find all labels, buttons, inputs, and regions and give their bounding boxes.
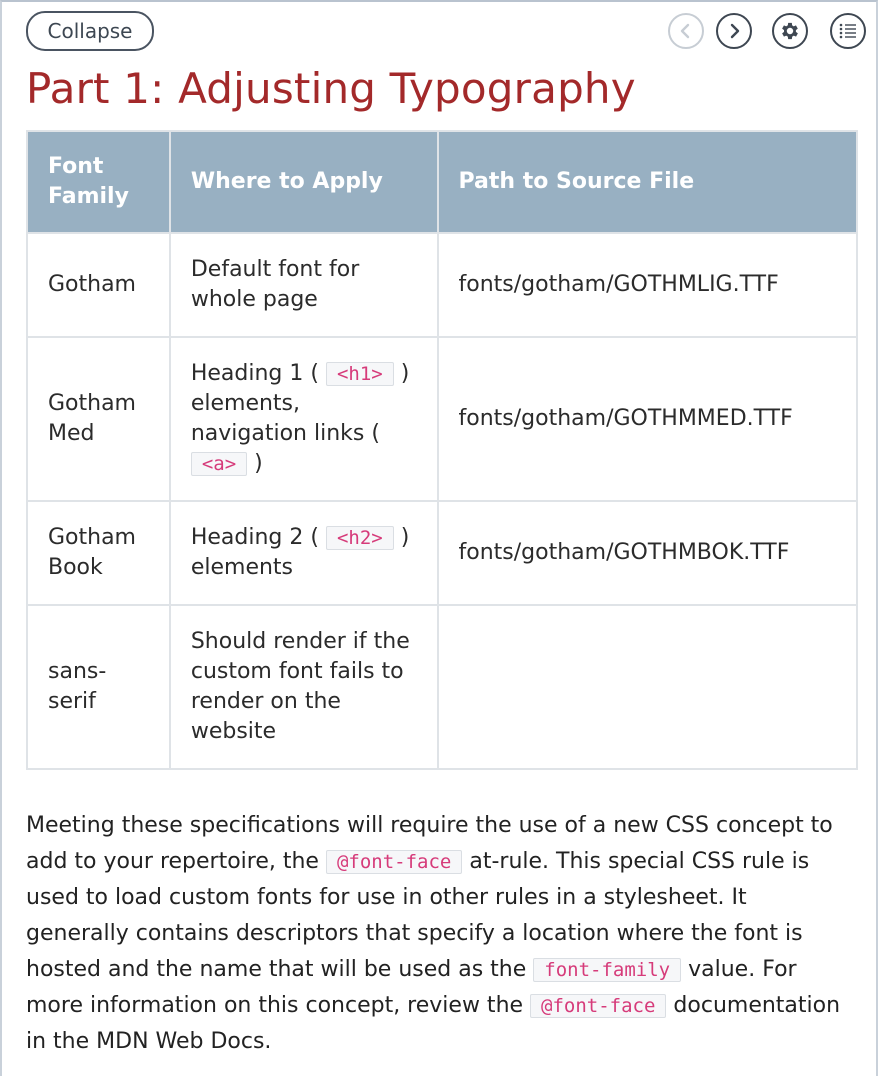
cell-path: fonts/gotham/GOTHMBOK.TTF	[438, 501, 857, 605]
cell-text: Heading 1 (	[190, 361, 319, 386]
list-icon	[838, 22, 858, 40]
header-font-family: Font Family	[27, 131, 170, 233]
table-row	[27, 501, 857, 605]
cell-text: ) elements	[190, 525, 410, 580]
cell-text: ) elements, navigation links (	[190, 361, 410, 446]
inline-code: font-family	[533, 958, 681, 982]
cell-path: fonts/gotham/GOTHMLIG.TTF	[438, 233, 857, 337]
cell-family: Gotham	[27, 233, 170, 337]
previous-button[interactable]	[668, 13, 704, 49]
header-where-to-apply: Where to Apply	[170, 131, 438, 233]
next-button[interactable]	[716, 13, 752, 49]
inline-code: @font-face	[530, 994, 666, 1018]
collapse-button[interactable]: Collapse	[26, 11, 154, 51]
inline-code: <h2>	[326, 526, 394, 550]
cell-family: sans-serif	[27, 605, 170, 769]
body-paragraph	[26, 808, 852, 1060]
cell-text: Heading 2 (	[190, 525, 319, 550]
table-row	[27, 233, 857, 337]
cell-family: Gotham Book	[27, 501, 170, 605]
cell-where	[170, 337, 438, 501]
toolbar	[2, 2, 876, 62]
cell-family: Gotham Med	[27, 337, 170, 501]
header-path: Path to Source File	[438, 131, 857, 233]
cell-where: Default font for whole page	[170, 233, 438, 337]
page-title: Part 1: Adjusting Typography	[26, 64, 636, 113]
cell-text: )	[254, 451, 263, 476]
table-row	[27, 337, 857, 501]
cell-where	[170, 501, 438, 605]
chevron-left-icon	[677, 22, 695, 40]
table-header-row	[27, 131, 857, 233]
table-row	[27, 605, 857, 769]
cell-path	[438, 605, 857, 769]
settings-button[interactable]	[772, 13, 808, 49]
font-table	[26, 130, 858, 770]
paragraph-text: Meeting these specifications will require the use of a new CSS concept to add to your repertoire, the	[26, 813, 833, 874]
chevron-right-icon	[725, 22, 743, 40]
inline-code: <h1>	[326, 362, 394, 386]
paragraph-text: documentation in the MDN Web Docs.	[26, 993, 841, 1054]
menu-button[interactable]	[830, 13, 866, 49]
gear-icon	[779, 20, 801, 42]
inline-code: @font-face	[326, 850, 462, 874]
cell-where: Should render if the custom font fails to render on the website	[170, 605, 438, 769]
inline-code: <a>	[191, 452, 247, 476]
paragraph-text: value. For more information on this concept, review the	[26, 957, 797, 1018]
paragraph-text: at-rule. This special CSS rule is used to load custom fonts for use in other rules in a stylesheet. It generally contains descriptors that specify a location where the font is hosted and the name that will be used as the	[26, 849, 810, 982]
cell-path: fonts/gotham/GOTHMMED.TTF	[438, 337, 857, 501]
